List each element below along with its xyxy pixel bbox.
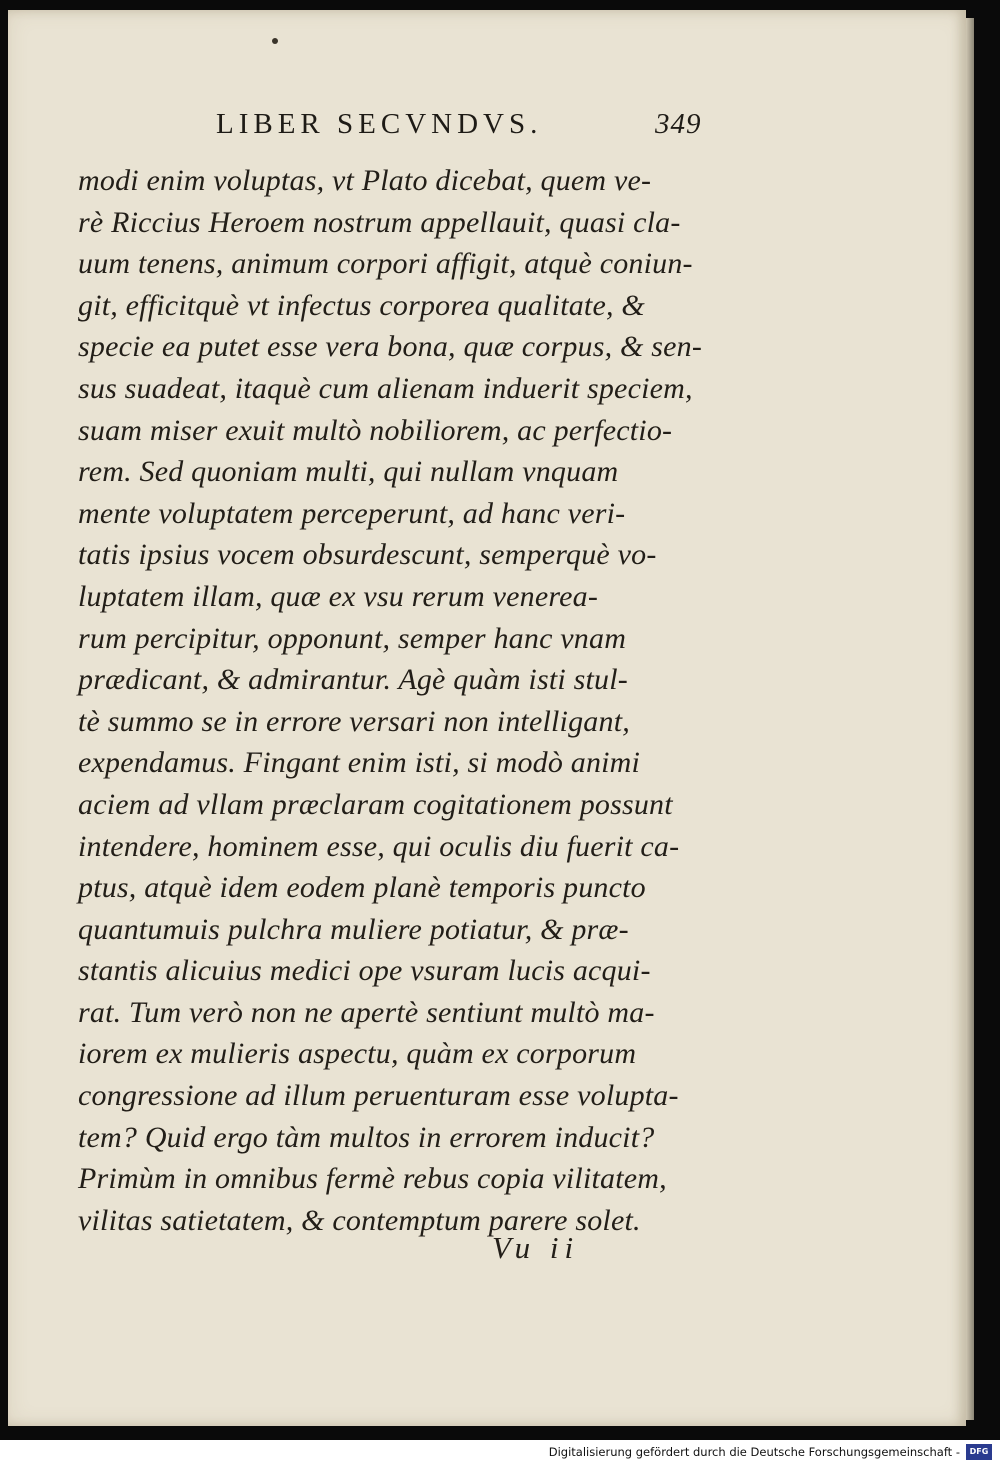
ink-spot — [272, 38, 278, 44]
text-line: intendere, hominem esse, qui oculis diu fuerit ca- — [78, 829, 680, 863]
text-line: sus suadeat, itaquè cum alienam induerit speciem, — [78, 371, 693, 405]
text-line: aciem ad vllam præclaram cogitationem possunt — [78, 787, 673, 821]
running-head-title: LIBER SECVNDVS. — [216, 108, 543, 140]
page-edge — [966, 18, 974, 1420]
text-line: rè Riccius Heroem nostrum appellauit, quasi cla- — [78, 205, 681, 239]
text-line: ptus, atquè idem eodem planè temporis puncto — [78, 871, 646, 905]
text-line: expendamus. Fingant enim isti, si modò animi — [78, 746, 641, 780]
text-line: uum tenens, animum corpori affigit, atquè coniun- — [78, 247, 693, 281]
text-line: tem? Quid ergo tàm multos in errorem inducit? — [78, 1120, 655, 1154]
folio-number: 349 — [655, 108, 702, 140]
text-line: luptatem illam, quæ ex vsu rerum venerea- — [78, 579, 599, 613]
footer-bar — [0, 1440, 1000, 1465]
text-line: stantis alicuius medici ope vsuram lucis acqui- — [78, 954, 651, 988]
text-line: prædicant, & admirantur. Agè quàm isti stul- — [78, 663, 628, 697]
text-line: iorem ex mulieris aspectu, quàm ex corporum — [78, 1037, 637, 1071]
text-line: rem. Sed quoniam multi, qui nullam vnquam — [78, 455, 619, 489]
text-line: modi enim voluptas, vt Plato dicebat, quem ve- — [78, 164, 652, 197]
text-line: git, efficitquè vt infectus corporea qualitate, & — [78, 288, 645, 322]
text-line: mente voluptatem perceperunt, ad hanc veri- — [78, 496, 626, 530]
running-head — [120, 108, 720, 148]
text-line: rat. Tum verò non ne apertè sentiunt multò ma- — [78, 995, 655, 1029]
text-line: tatis ipsius vocem obsurdescunt, semperquè vo- — [78, 538, 657, 572]
text-line: tè summo se in errore versari non intelligant, — [78, 704, 630, 738]
text-line: Primùm in omnibus fermè rebus copia vilitatem, — [78, 1162, 667, 1196]
text-line: quantumuis pulchra muliere potiatur, & præ- — [78, 912, 629, 946]
text-line: specie ea putet esse vera bona, quæ corpus, & sen- — [78, 330, 703, 364]
text-line: vilitas satietatem, & contemptum parere solet. — [78, 1203, 641, 1237]
text-line: rum percipitur, opponunt, semper hanc vnam — [78, 621, 627, 655]
text-line: congressione ad illum peruenturam esse volupta- — [78, 1079, 679, 1113]
dfg-logo: DFG — [966, 1444, 992, 1460]
body-text — [78, 160, 718, 1241]
text-line: suam miser exuit multò nobiliorem, ac perfectio- — [78, 413, 673, 447]
signature-mark: Vu ii — [492, 1230, 580, 1265]
footer-credit: Digitalisierung gefördert durch die Deutsche Forschungsgemeinschaft - — [548, 1445, 960, 1459]
